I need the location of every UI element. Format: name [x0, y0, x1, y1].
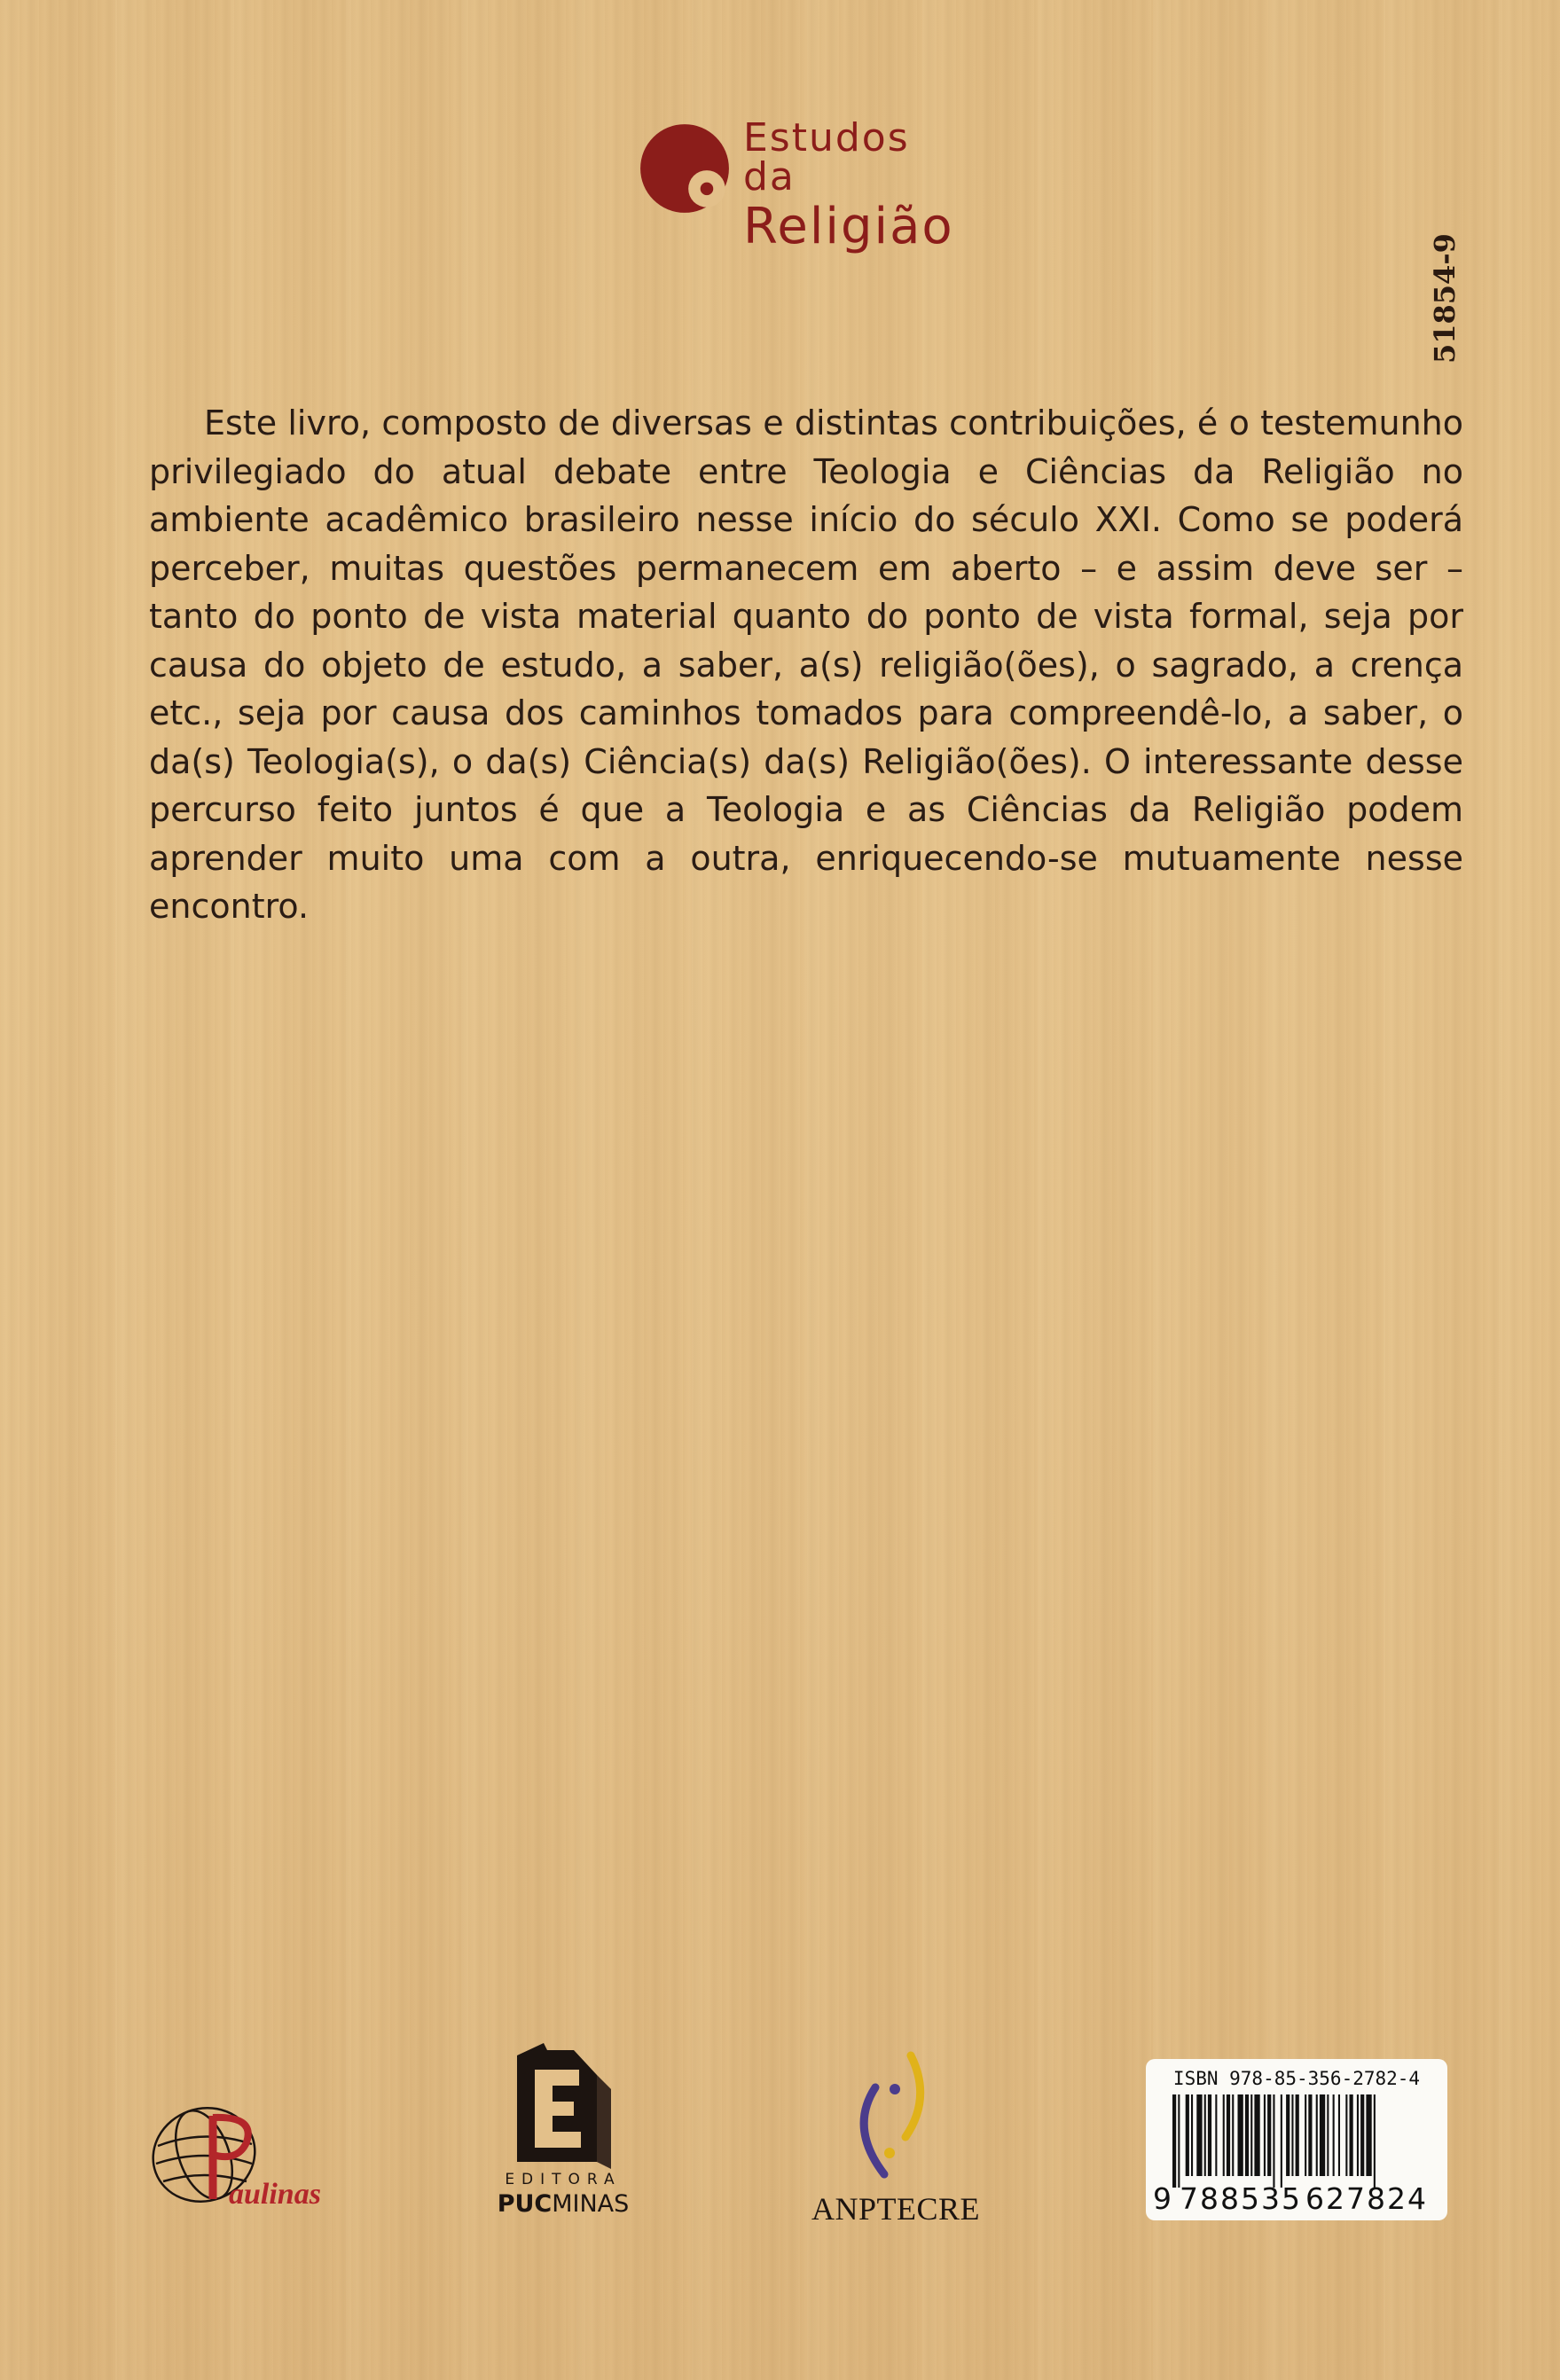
barcode-bar — [1250, 2094, 1252, 2176]
puc-thin-label: MINAS — [552, 2190, 630, 2218]
barcode-bar — [1308, 2094, 1312, 2176]
barcode-bar — [1333, 2094, 1335, 2176]
ean-group-1: 788535 — [1180, 2181, 1302, 2216]
barcode-bar — [1357, 2094, 1359, 2176]
barcode-bar — [1316, 2094, 1318, 2176]
barcode-bar — [1227, 2094, 1230, 2176]
puc-bold-label: PUC — [497, 2190, 553, 2218]
anptecre-symbol-icon — [803, 2048, 989, 2190]
spine-code: 51854-9 — [1428, 233, 1462, 364]
barcode-bar — [1291, 2094, 1293, 2176]
back-cover-blurb: Este livro, composto de diversas e distintas contribuições, é o testemunho privilegiado do atual debate entre Teologia e Ciências da Religião no ambiente acadêmico brasileiro nesse início do século XXI. Como se poderá perceber, muitas questões permanecem em aberto – e assim deve ser – tanto do ponto de vista material quanto do ponto de vista formal, seja por causa do objeto de estudo, a saber, a(s) religião(ões), o sagrado, a crença etc., seja por causa dos caminhos tomados para compreendê-lo, a saber, o da(s) Teologia(s), o da(s) Ciência(s) da(s) Religião(ões). O interessante desse percurso feito juntos é que a Teologia e as Ciências da Religião podem aprender muito uma com a outra, enriquecendo-se mutuamente nesse encontro. — [149, 403, 1463, 926]
barcode-bar — [1245, 2094, 1249, 2176]
barcode-bar — [1204, 2094, 1206, 2176]
barcode-bar — [1208, 2094, 1211, 2176]
series-title-line1: Estudos da — [743, 115, 910, 200]
barcode-bar — [1238, 2094, 1243, 2176]
paulinas-label: aulinas — [229, 2178, 321, 2211]
barcode-bar — [1286, 2094, 1290, 2176]
barcode-bars — [1172, 2094, 1438, 2188]
barcode-bar — [1223, 2094, 1225, 2176]
barcode-bar — [1345, 2094, 1347, 2176]
barcode-bar — [1232, 2094, 1234, 2176]
barcode-bar — [1281, 2094, 1282, 2188]
barcode-bar — [1374, 2094, 1376, 2188]
paulinas-globe-icon — [142, 2093, 346, 2226]
barcode-bar — [1273, 2094, 1274, 2188]
barcode-bar — [1196, 2094, 1202, 2176]
barcode-bar — [1296, 2094, 1299, 2176]
barcode-bar — [1191, 2094, 1193, 2176]
barcode-bar — [1186, 2094, 1189, 2176]
puc-minas-logo — [492, 2039, 634, 2235]
anptecre-label: ANPTECRE — [811, 2191, 980, 2227]
barcode-bar — [1178, 2094, 1180, 2188]
barcode-bar — [1305, 2094, 1306, 2176]
paulinas-logo — [142, 2093, 346, 2226]
barcode-bar — [1366, 2094, 1371, 2176]
series-title — [743, 115, 976, 255]
barcode-bar — [1350, 2094, 1353, 2176]
anptecre-logo — [803, 2048, 989, 2243]
puc-minas-label — [492, 2190, 634, 2218]
barcode-bar — [1254, 2094, 1259, 2176]
series-circle-icon — [639, 122, 731, 215]
ean-group-2: 627824 — [1305, 2181, 1428, 2216]
barcode-bar — [1172, 2094, 1176, 2188]
barcode-bar — [1360, 2094, 1364, 2176]
puc-editora-label: EDITORA — [505, 2171, 622, 2188]
barcode-bar — [1338, 2094, 1340, 2176]
barcode-bar — [1215, 2094, 1217, 2176]
barcode-bar — [1264, 2094, 1266, 2176]
barcode-bar — [1267, 2094, 1271, 2176]
puc-book-icon — [492, 2039, 634, 2173]
barcode-bar — [1327, 2094, 1329, 2176]
isbn-number: ISBN 978-85-356-2782-4 — [1172, 2068, 1421, 2089]
barcode-bar — [1320, 2094, 1325, 2176]
isbn-barcode — [1146, 2059, 1447, 2220]
ean-lead-digit: 9 — [1153, 2181, 1172, 2216]
series-logo — [639, 115, 976, 255]
series-title-line2: Religião — [743, 198, 954, 255]
